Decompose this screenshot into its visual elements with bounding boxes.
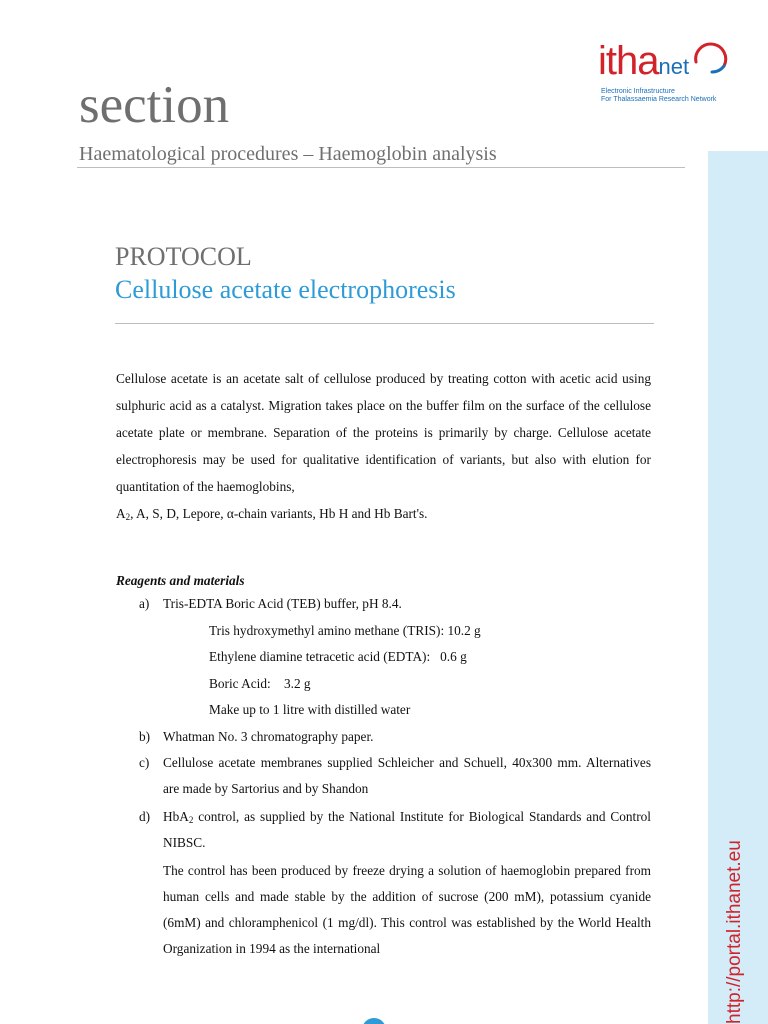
item-d-subscript: 2 [188,815,194,825]
item-d-paragraph: The control has been produced by freeze drying a solution of haemoglobin prepared from human cells and made stable by the addition of sucrose (200 mM), potassium cyanide (6mM) and chloramphenicol (1 mg/dl). This control was established by the World Health Organization in 1994 as the international [163,863,651,956]
intro-last-line: , A, S, D, Lepore, α-chain variants, Hb H and Hb Bart's. [130,506,428,521]
intro-a2-subscript: 2 [125,512,131,522]
item-a-tris: Tris hydroxymethyl amino methane (TRIS): 10.2 g [209,623,481,638]
item-a-text: Tris-EDTA Boric Acid (TEB) buffer, pH 8.4. [163,596,402,611]
protocol-title: Cellulose acetate electrophoresis [115,275,456,304]
page-marker-dot [362,1018,386,1024]
item-d-rest: control, as supplied by the National Institute for Biological Standards and Control NIBSC. [163,809,651,850]
protocol-divider [115,323,654,324]
item-d-hba: HbA [163,809,189,824]
logo-tagline-line-1: Electronic Infrastructure [601,88,675,95]
portal-url-link[interactable]: http://portal.ithanet.eu [724,840,745,1024]
logo-word-net: net [658,54,690,79]
item-c-marker: c) [139,755,150,770]
item-d-marker: d) [139,809,151,824]
protocol-label: PROTOCOL [115,242,252,271]
header-divider [77,167,685,168]
logo-tagline-line-2: For Thalassaemia Research Network [601,96,717,103]
item-b-marker: b) [139,729,151,744]
section-title: section [79,76,230,134]
intro-text: Cellulose acetate is an acetate salt of cellulose produced by treating cotton with acetic acid using sulphuric acid as a catalyst. Migration takes place on the buffer film on the surface of the cellulose acetate plate or membrane. Separation of the proteins is primarily by charge. Cellulose acetate electrophoresis may be used for qualitative identification of variants, but also with elution for quantitation of the haemoglobins, [116,371,651,494]
logo-tagline [601,88,716,104]
item-c-text: Cellulose acetate membranes supplied Schleicher and Schuell, 40x300 mm. Alternatives are made by Sartorius and by Shandon [163,755,651,796]
reagents-heading: Reagents and materials [116,573,245,588]
item-b-text: Whatman No. 3 chromatography paper. [163,729,374,744]
ithanet-logo [598,36,748,108]
intro-paragraph [116,365,651,527]
item-a-marker: a) [139,596,150,611]
item-a-edta: Ethylene diamine tetracetic acid (EDTA): 0.6 g [209,649,467,664]
logo-word-itha: itha [598,39,659,83]
logo-arc-icon [690,36,732,78]
item-d-text [163,804,651,856]
item-a-makeup: Make up to 1 litre with distilled water [209,702,411,717]
intro-a2: A [116,506,126,521]
logo-wordmark [598,36,689,92]
section-subtitle: Haematological procedures – Haemoglobin analysis [79,143,497,165]
item-a-boric: Boric Acid: 3.2 g [209,676,311,691]
